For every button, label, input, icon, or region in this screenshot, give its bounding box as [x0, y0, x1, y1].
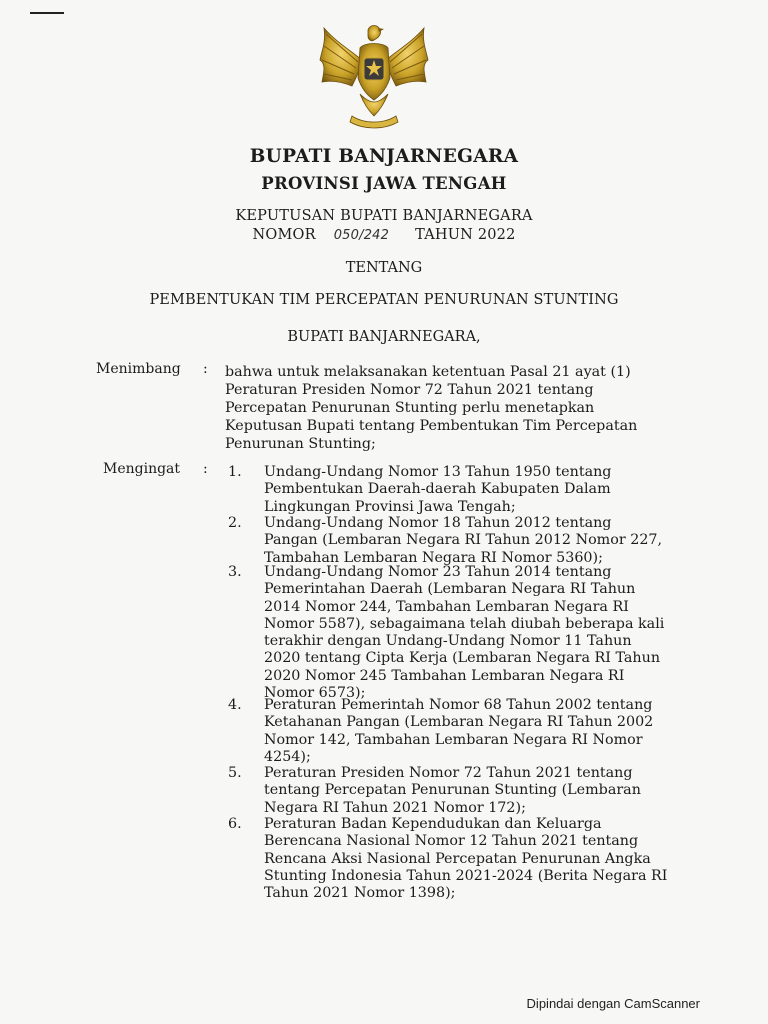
menimbang-line: Keputusan Bupati tentang Pembentukan Tim Percepatan — [225, 418, 638, 434]
menimbang-text — [225, 363, 681, 453]
item-number: 1. — [228, 464, 242, 480]
menimbang-line: Percepatan Penurunan Stunting perlu menetapkan — [225, 400, 595, 416]
menimbang-line: Peraturan Presiden Nomor 72 Tahun 2021 tentang — [225, 382, 594, 398]
item-line: Tambahan Lembaran Negara RI Nomor 5360); — [264, 549, 603, 566]
item-line: 4254); — [264, 748, 311, 765]
item-line: Peraturan Presiden Nomor 72 Tahun 2021 tentang — [264, 765, 633, 781]
mengingat-colon: : — [203, 461, 208, 477]
item-text — [264, 464, 681, 516]
item-line: Undang-Undang Nomor 23 Tahun 2014 tentang — [264, 564, 612, 580]
decree-subject: PEMBENTUKAN TIM PERCEPATAN PENURUNAN STUNTING — [149, 292, 619, 308]
item-number: 2. — [228, 515, 242, 531]
decree-year: TAHUN 2022 — [415, 227, 516, 243]
about-heading: TENTANG — [345, 260, 423, 276]
item-line: Rencana Aksi Nasional Percepatan Penurunan Angka — [264, 850, 651, 867]
item-line: Pangan (Lembaran Negara RI Tahun 2012 Nomor 227, — [264, 532, 663, 549]
item-line: Stunting Indonesia Tahun 2021-2024 (Berita Negara RI — [264, 867, 668, 884]
menimbang-colon: : — [203, 361, 208, 377]
item-line: Negara RI Tahun 2021 Nomor 172); — [264, 799, 526, 816]
decree-title: KEPUTUSAN BUPATI BANJARNEGARA — [235, 208, 533, 224]
item-line: Undang-Undang Nomor 13 Tahun 1950 tentang — [264, 464, 612, 480]
item-line: 2020 tentang Cipta Kerja (Lembaran Negara RI Tahun — [264, 650, 661, 667]
item-number: 5. — [228, 765, 242, 781]
item-text — [264, 765, 681, 817]
menimbang-line: Penurunan Stunting; — [225, 436, 376, 452]
item-line: 2014 Nomor 244, Tambahan Lembaran Negara RI — [264, 598, 629, 615]
item-line: Nomor 142, Tambahan Lembaran Negara RI Nomor — [264, 731, 643, 748]
item-text — [264, 564, 681, 702]
regent-title: BUPATI BANJARNEGARA — [249, 146, 519, 167]
item-line: Peraturan Pemerintah Nomor 68 Tahun 2002 tentang — [264, 697, 653, 713]
item-number: 3. — [228, 564, 242, 580]
item-number: 6. — [228, 816, 242, 832]
item-line: Peraturan Badan Kependudukan dan Keluarga — [264, 816, 602, 832]
item-line: Berencana Nasional Nomor 12 Tahun 2021 tentang — [264, 833, 639, 850]
menimbang-label: Menimbang — [96, 361, 181, 377]
number-label: NOMOR — [252, 227, 316, 243]
item-number: 4. — [228, 697, 242, 713]
province-title: PROVINSI JAWA TENGAH — [261, 174, 507, 193]
mengingat-label: Mengingat — [103, 461, 181, 477]
handwritten-number: 050/242 — [333, 228, 390, 243]
item-line: Pembentukan Daerah-daerah Kabupaten Dalam — [264, 481, 611, 498]
item-line: tentang Percepatan Penurunan Stunting (Lembaran — [264, 782, 641, 799]
item-line: Ketahanan Pangan (Lembaran Negara RI Tahun 2002 — [264, 714, 654, 731]
item-text — [264, 697, 681, 766]
item-line: Undang-Undang Nomor 18 Tahun 2012 tentang — [264, 515, 612, 531]
item-line: terakhir dengan Undang-Undang Nomor 11 Tahun — [264, 633, 632, 650]
corner-mark — [30, 12, 64, 14]
item-line: Nomor 6573); — [264, 685, 366, 702]
garuda-emblem-icon — [312, 20, 436, 130]
item-line: Lingkungan Provinsi Jawa Tengah; — [264, 498, 516, 515]
item-line: 2020 Nomor 245 Tambahan Lembaran Negara RI — [264, 667, 625, 684]
item-text — [264, 816, 681, 902]
item-line: Nomor 5587), sebagaimana telah diubah beberapa kali — [264, 615, 665, 632]
item-line: Pemerintahan Daerah (Lembaran Negara RI Tahun — [264, 581, 636, 598]
menimbang-line: bahwa untuk melaksanakan ketentuan Pasal 21 ayat (1) — [225, 364, 631, 380]
item-text — [264, 515, 681, 567]
decree-number-line — [0, 227, 768, 243]
scanner-watermark: Dipindai dengan CamScanner — [526, 996, 700, 1011]
item-line: Tahun 2021 Nomor 1398); — [264, 885, 456, 902]
authority-line: BUPATI BANJARNEGARA, — [287, 329, 481, 345]
